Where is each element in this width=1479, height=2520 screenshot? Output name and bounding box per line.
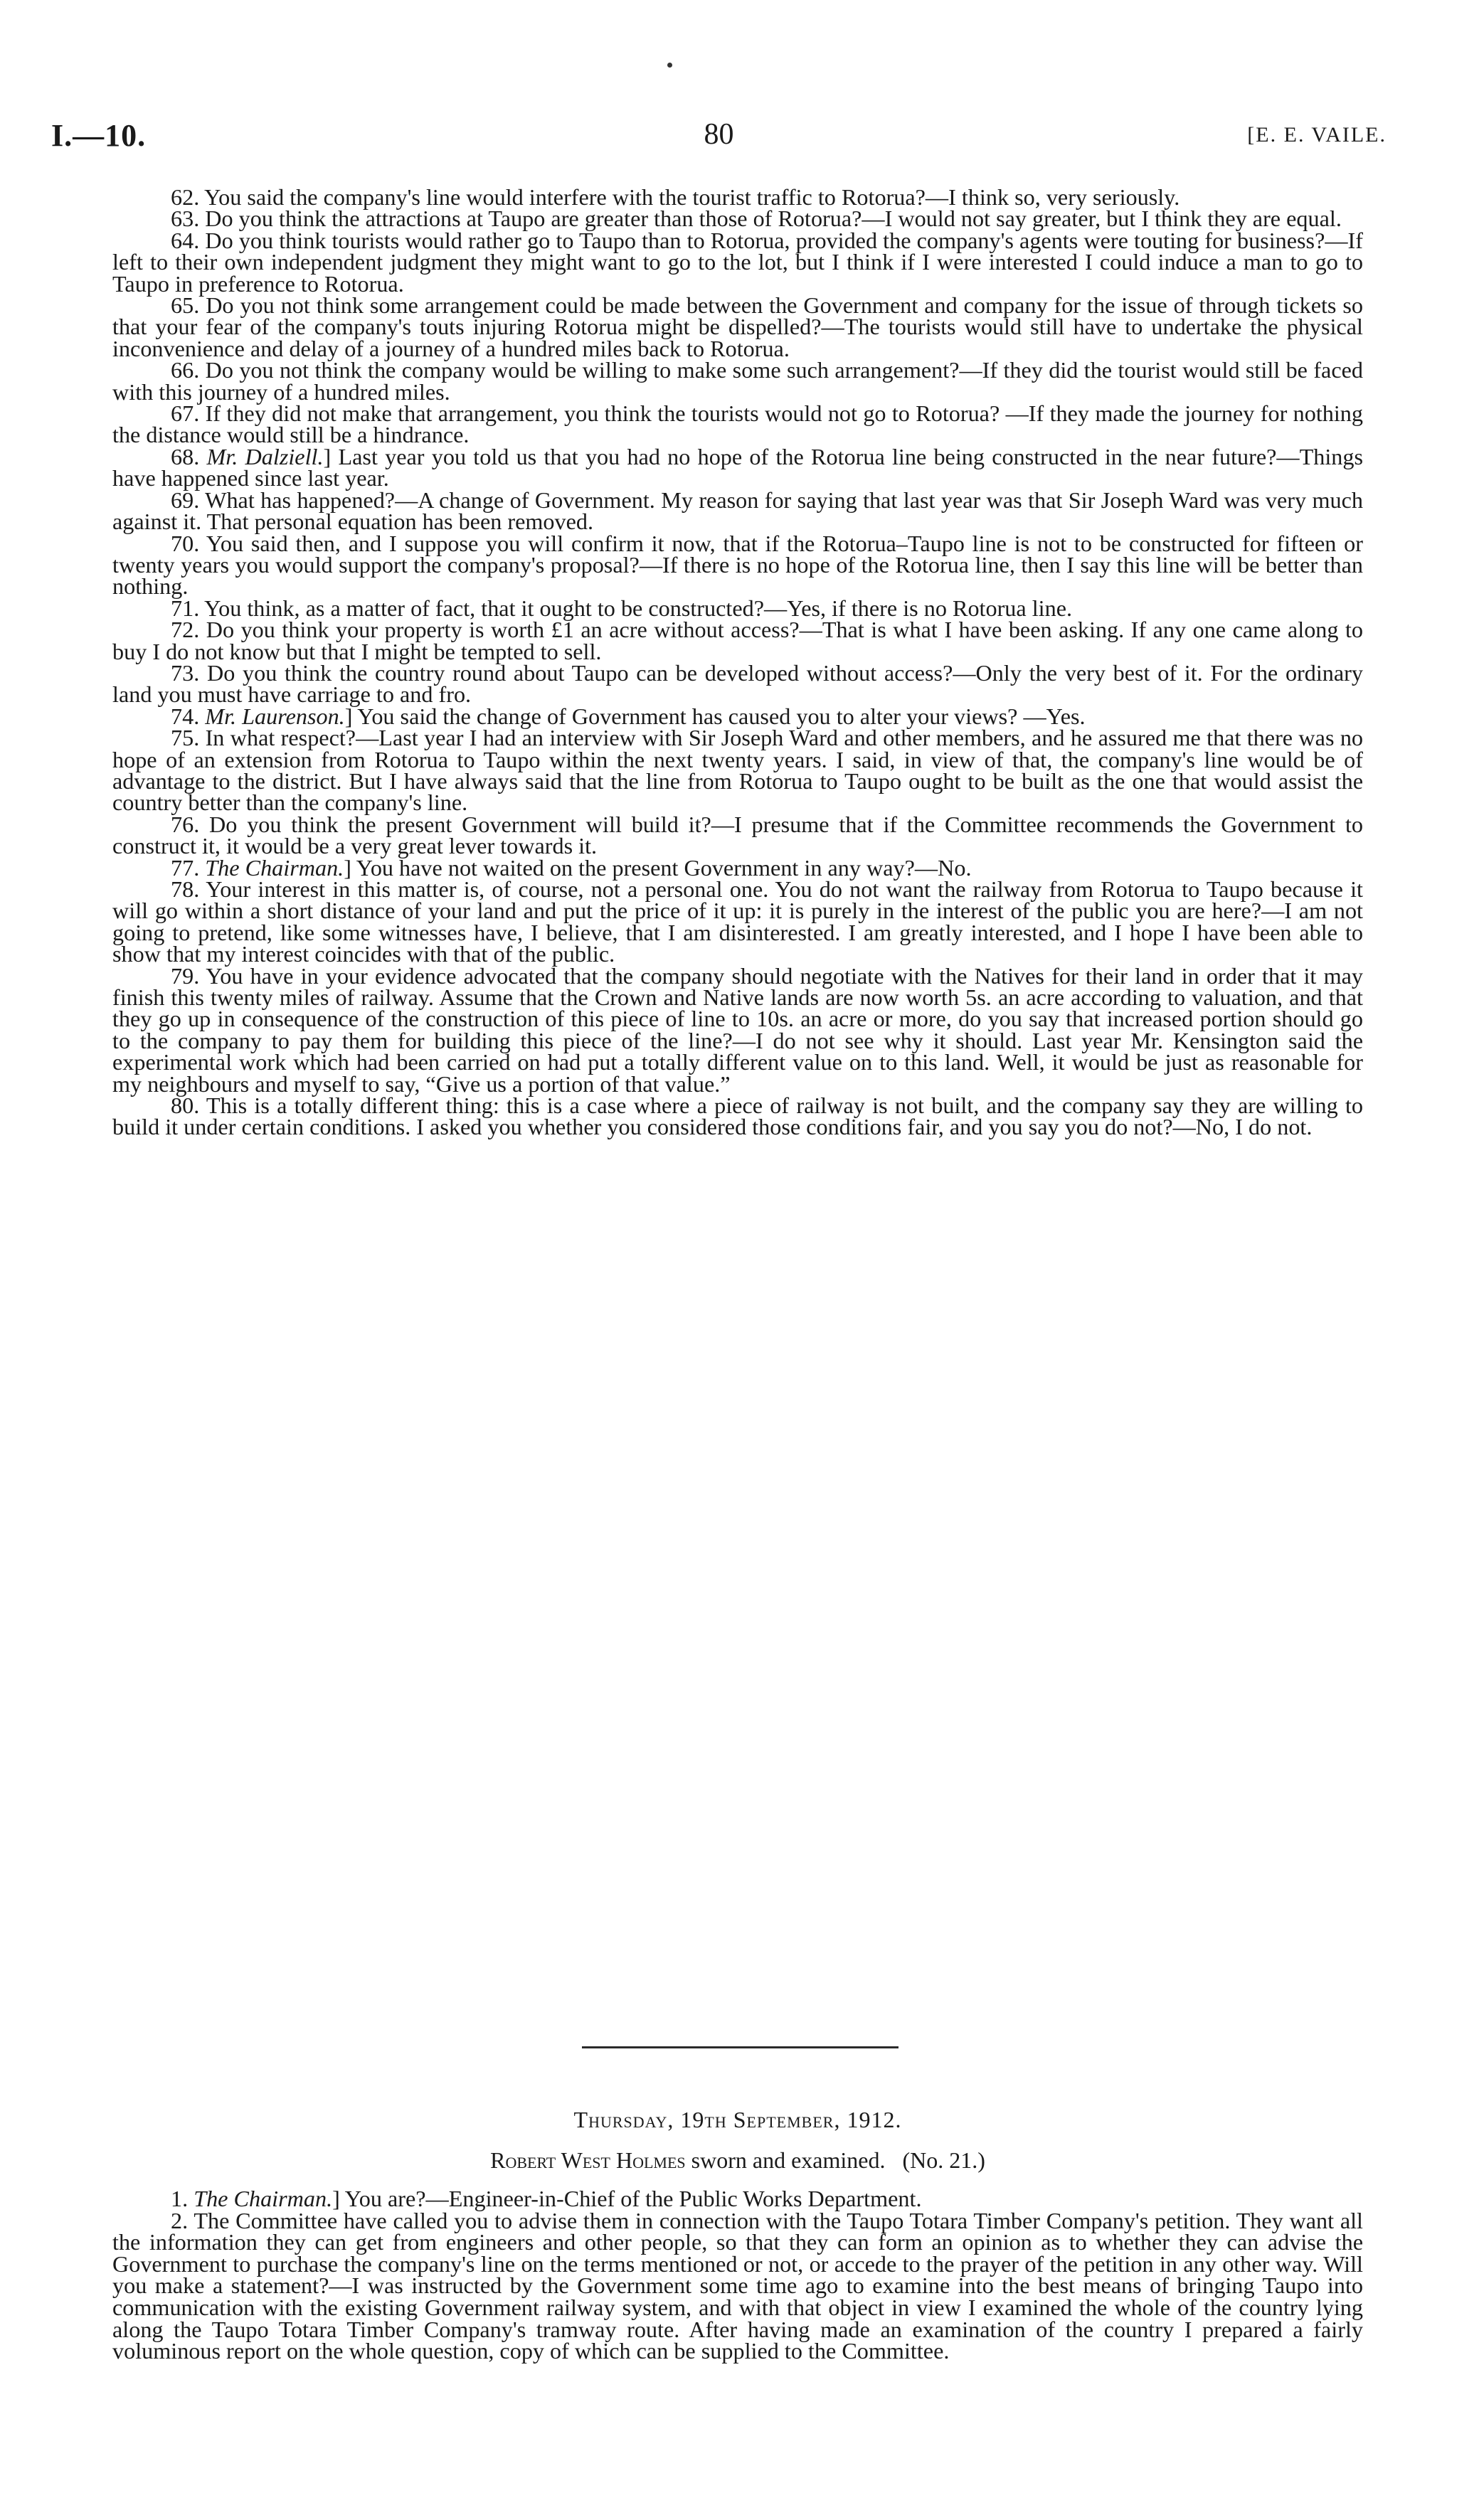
question-text: You said the change of Government has caused you to alter your views? —Yes. [357,703,1086,729]
question-text: You are?—Engineer-in-Chief of the Public Works Department. [344,2186,922,2211]
question-number: 66. [171,357,200,383]
speaker-name: Mr. Laurenson. [205,703,345,729]
speaker-name: The Chairman. [194,2186,333,2211]
question-number: 68. [171,443,200,469]
question-text: Do you think your property is worth £1 an acre without access?—That is what I have been asking. If any one came along to buy I do not know but that I might be tempted to sell. [112,617,1364,664]
question-paragraph: 77. The Chairman.] You have not waited on the present Government in any way?—No. [171,854,972,881]
speaker-name: Mr. Dalziell. [206,443,324,469]
question-number: 64. [171,227,200,253]
document-reference: I.—10. [51,118,147,153]
question-number: 75. [171,725,200,751]
question-text: Last year you told us that you had no hope of the Rotorua line being constructed in the near future?—Things have happened since last year. [112,443,1364,491]
question-text: Do you think the present Government will build it?—I presume that if the Committee recommends the Government to construct it, it would be a very great lever towards it. [112,811,1363,859]
question-number: 70. [171,530,200,556]
question-paragraph [112,1092,1364,1140]
question-paragraph [112,530,1363,600]
question-paragraph [112,878,1363,965]
section-divider [582,2046,898,2048]
question-number: 74. [171,703,200,729]
question-text: If they did not make that arrangement, you think the tourists would not go to Rotorua? —If they made the journey for nothing the distance would still be a hindrance. [112,400,1363,448]
question-text: Do you think tourists would rather go to Taupo than to Rotorua, provided the company's agents were touting for business?—If left to their own independent judgment they might want to go to the lot, but I think if I were interested I could induce a man to go to Taupo in preference to Rotorua. [112,227,1363,297]
question-number: 2. [171,2207,189,2233]
page-number: 80 [704,118,734,151]
question-paragraph [112,294,1363,359]
question-text: This is a totally different thing: this is a case where a piece of railway is not built, and the company say they are willing to build it under certain conditions. I asked you whether you considered those conditions fair, and you say you do not?—No, I do not. [112,1092,1364,1140]
question-text: The Committee have called you to advise them in connection with the Taupo Totara Timber Company's petition. They want all the information they can get from engineers and other people, so that they can form an opinion as to whether they can advise the Government to purchase the company's line on the terms mentioned or not, or accede to the prayer of the petition in any other way. Will you make a statement?—I was instructed by the Government some time ago to examine into the best means of bringing Taupo into communication with the existing Government railway system, and with that object in view I examined the whole of the country lying along the Taupo Totara Timber Company's tramway route. After having made an examination of the country I prepared a fairly voluminous report on the whole question, copy of which can be supplied to the Committee. [112,2207,1363,2364]
question-paragraph [112,400,1363,448]
question-text: Do you not think some arrangement could be made between the Government and company for the issue of through tickets so that your fear of the company's touts injuring Rotorua might be dispelled?—The tourists would still have to undertake the physical inconvenience and delay of a journey of a hundred miles back to Rotorua. [112,292,1364,361]
question-number: 79. [171,962,200,989]
question-paragraph [112,227,1363,297]
question-number: 80. [171,1092,200,1119]
question-paragraph [112,2207,1363,2364]
question-number: 77. [171,854,200,881]
question-text: You think, as a matter of fact, that it ought to be constructed?—Yes, if there is no Rotorua line. [204,595,1073,621]
question-text: Do you think the country round about Taupo can be developed without access?—Only the very best of it. For the ordinary land you must have carriage to and fro. [112,659,1363,708]
witness-tag: [E. E. VAILE. [1247,123,1387,147]
question-number: 1. [171,2186,189,2211]
question-paragraph [112,489,1363,533]
new-session [112,2107,1363,2362]
witness-name: Robert West Holmes [490,2147,686,2173]
page-header [51,117,1387,160]
question-text: You have not waited on the present Government in any way?—No. [356,854,972,881]
question-text: Your interest in this matter is, of course, not a personal one. You do not want the railway from Rotorua to Taupo because it will go within a short distance of your land and put the price of it up: it is purely in the interest of the public you are here?—I am not going to pretend, like some witnesses have, I believe, that I am disinterested. I am greatly interested, and I hope I have been able to show that my interest coincides with that of the public. [112,876,1363,967]
question-paragraph [112,359,1363,403]
question-text: You said the company's line would interfere with the tourist traffic to Rotorua?—I think so, very seriously. [204,184,1180,210]
question-paragraph: 1. The Chairman.] You are?—Engineer-in-Chief of the Public Works Department. [171,2186,922,2211]
question-number: 69. [171,487,200,513]
question-paragraph: 68. Mr. Dalziell.] Last year you told us that you had no hope of the Rotorua line being constructed in the near future?—Things have happened since last year. [112,443,1364,491]
session-date: Thursday, 19th September, 1912. [573,2107,902,2132]
question-text: You said then, and I suppose you will confirm it now, that if the Rotorua–Taupo line is not to be constructed for fifteen or twenty years you would support the company's proposal?—If there is no hope of the Rotorua line, then I say this line will be better than nothing. [112,530,1363,600]
question-paragraph [112,186,1363,208]
question-paragraph [112,727,1363,814]
ink-mark [667,63,672,68]
question-paragraph [112,206,1363,232]
question-number: 72. [171,617,200,643]
question-number: 62. [171,184,200,210]
question-number: 76. [171,811,200,837]
question-number: 67. [171,400,200,427]
witness-heading [112,2147,1363,2174]
question-text: What has happened?—A change of Government. My reason for saying that last year was that Sir Joseph Ward was very much against it. That personal equation has been removed. [112,487,1363,535]
question-paragraph [112,597,1363,619]
witness-number: (No. 21.) [902,2147,985,2173]
question-number: 78. [171,876,200,902]
evidence-questions [112,186,1363,1138]
question-text: In what respect?—Last year I had an interview with Sir Joseph Ward and other members, and he assured me that there was no hope of an extension from Rotorua to Taupo within the next twenty years. I said, in view of that, the company's line would be of advantage to the district. But I have always said that the line from Rotorua to Taupo ought to be built as the one that would assist the country better than the company's line. [112,725,1364,816]
question-number: 65. [171,292,200,319]
question-paragraph [112,659,1363,708]
question-paragraph [112,619,1363,662]
speaker-name: The Chairman. [205,854,344,881]
question-paragraph: 74. Mr. Laurenson.] You said the change of Government has caused you to alter your views? —Yes. [171,703,1086,729]
question-paragraph [112,962,1363,1097]
witness-intro: sworn and examined. [685,2147,886,2173]
session-questions [112,2188,1363,2362]
question-text: Do you not think the company would be willing to make some such arrangement?—If they did the tourist would still be faced with this journey of a hundred miles. [112,357,1363,405]
question-number: 71. [171,595,200,621]
question-number: 63. [171,206,200,232]
question-text: Do you think the attractions at Taupo are greater than those of Rotorua?—I would not say greater, but I think they are equal. [205,206,1342,232]
question-text: You have in your evidence advocated that the company should negotiate with the Natives for their land in order that it may finish this twenty miles of railway. Assume that the Crown and Native lands are now worth 5s. an acre according to valuation, and that they go up in consequence of the construction of this piece of line to 10s. an acre or more, do you say that increased portion should go to the company to pay them for building this piece of the line?—I do not see why it should. Last year Mr. Kensington said the experimental work which had been carried on had put a totally different value on to this land. Well, it would be just as reasonable for my neighbours and myself to say, “Give us a portion of that value.” [112,962,1363,1097]
question-paragraph [112,811,1363,859]
question-number: 73. [171,659,200,686]
